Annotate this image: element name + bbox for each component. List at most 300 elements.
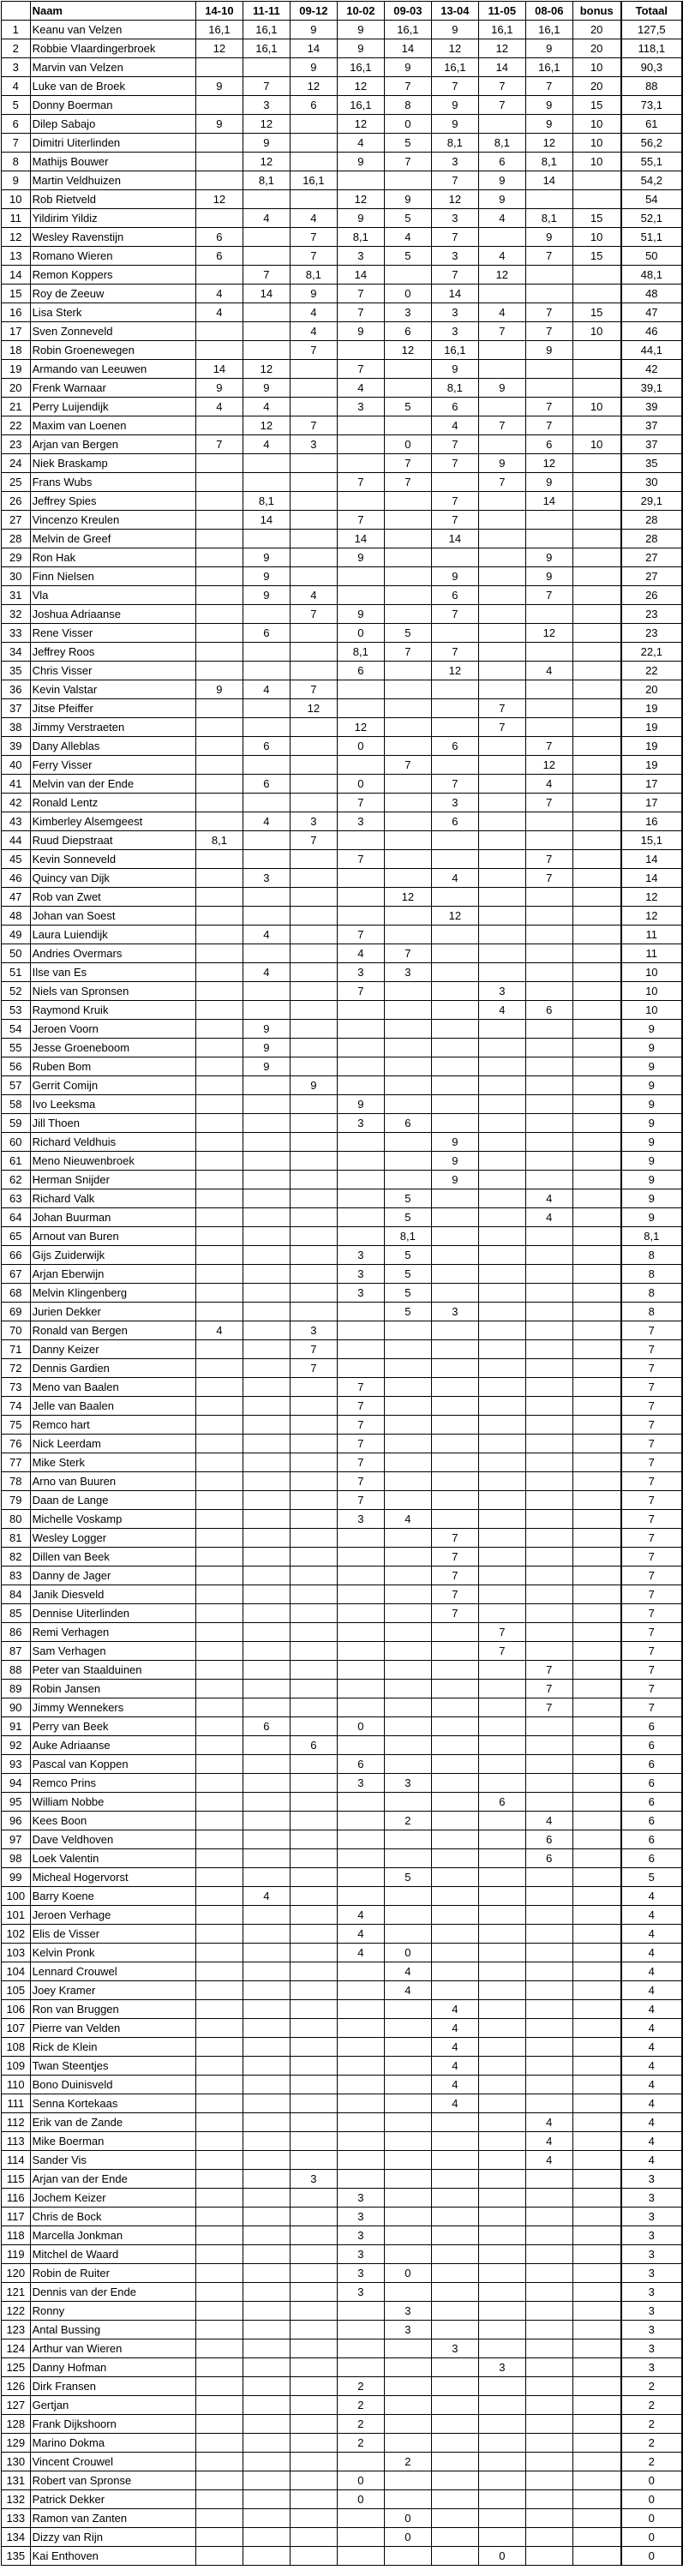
score-cell — [525, 2189, 572, 2208]
score-cell — [431, 2302, 478, 2321]
rank-cell: 118 — [2, 2226, 31, 2245]
score-cell: 7 — [431, 511, 478, 530]
score-cell — [478, 492, 525, 511]
table-row — [2, 1868, 683, 1887]
score-cell: 2 — [337, 2415, 384, 2434]
table-row — [2, 831, 683, 850]
table-row — [2, 1887, 683, 1906]
player-name-cell: Danny Hofman — [30, 2358, 195, 2377]
score-cell — [243, 1661, 290, 1680]
total-cell: 4 — [621, 2094, 682, 2113]
score-cell: 3 — [337, 963, 384, 982]
score-cell — [431, 1246, 478, 1265]
score-cell: 5 — [384, 1284, 431, 1303]
score-cell — [195, 2038, 243, 2057]
score-cell — [243, 1567, 290, 1585]
score-cell — [290, 1755, 337, 1774]
score-cell — [384, 1453, 431, 1472]
score-cell: 8,1 — [290, 266, 337, 285]
score-cell — [572, 1246, 620, 1265]
rank-cell: 22 — [2, 416, 31, 435]
score-cell — [195, 643, 243, 662]
score-cell: 7 — [525, 794, 572, 812]
score-cell — [243, 1491, 290, 1510]
score-cell — [478, 360, 525, 379]
score-cell: 3 — [384, 2321, 431, 2339]
score-cell — [243, 1925, 290, 1944]
table-row — [2, 58, 683, 77]
score-cell — [243, 699, 290, 718]
player-name-cell: Barry Koene — [30, 1887, 195, 1906]
total-cell: 37 — [621, 435, 682, 454]
score-cell — [337, 2453, 384, 2471]
score-cell — [478, 1227, 525, 1246]
score-cell — [290, 2396, 337, 2415]
score-cell — [431, 1962, 478, 1981]
score-cell — [195, 624, 243, 643]
score-cell — [431, 2396, 478, 2415]
player-name-cell: Elis de Visser — [30, 1925, 195, 1944]
score-cell — [195, 492, 243, 511]
score-cell: 12 — [525, 454, 572, 473]
total-cell: 4 — [621, 1981, 682, 2000]
score-cell — [572, 2170, 620, 2189]
header-col-10-02: 10-02 — [337, 2, 384, 21]
score-cell — [478, 398, 525, 416]
table-row — [2, 1962, 683, 1981]
score-cell — [337, 1057, 384, 1076]
rank-cell: 21 — [2, 398, 31, 416]
score-cell — [478, 794, 525, 812]
score-cell — [243, 2113, 290, 2132]
player-name-cell: Arjan van der Ende — [30, 2170, 195, 2189]
score-cell: 9 — [243, 586, 290, 605]
score-cell — [478, 1698, 525, 1717]
score-cell: 4 — [243, 1887, 290, 1906]
score-cell: 7 — [243, 266, 290, 285]
player-name-cell: Donny Boerman — [30, 96, 195, 115]
score-cell: 9 — [243, 567, 290, 586]
score-cell — [431, 1265, 478, 1284]
score-cell — [525, 1227, 572, 1246]
rank-cell: 68 — [2, 1284, 31, 1303]
score-cell — [525, 1378, 572, 1397]
score-cell — [431, 1340, 478, 1359]
score-cell — [290, 2000, 337, 2019]
table-row — [2, 115, 683, 134]
score-cell: 4 — [243, 209, 290, 228]
rank-cell: 108 — [2, 2038, 31, 2057]
player-name-cell: Patrick Dekker — [30, 2490, 195, 2509]
player-name-cell: Ronald Lentz — [30, 794, 195, 812]
score-cell — [195, 530, 243, 548]
score-cell: 5 — [384, 134, 431, 153]
score-cell — [478, 2471, 525, 2490]
score-cell — [525, 1416, 572, 1435]
score-cell — [290, 1039, 337, 1057]
score-cell: 3 — [290, 2170, 337, 2189]
score-cell — [478, 1906, 525, 1925]
table-row — [2, 1793, 683, 1812]
total-cell: 3 — [621, 2208, 682, 2226]
total-cell: 19 — [621, 737, 682, 756]
score-cell — [525, 926, 572, 944]
score-cell — [478, 1397, 525, 1416]
score-cell — [195, 1736, 243, 1755]
table-row — [2, 2132, 683, 2151]
player-name-cell: Sander Vis — [30, 2151, 195, 2170]
player-name-cell: Mike Boerman — [30, 2132, 195, 2151]
score-cell: 7 — [478, 1623, 525, 1642]
table-row — [2, 341, 683, 360]
score-cell — [337, 2547, 384, 2566]
total-cell: 7 — [621, 1642, 682, 1661]
score-cell — [525, 1868, 572, 1887]
score-cell — [525, 2076, 572, 2094]
score-cell — [337, 2132, 384, 2151]
score-cell — [572, 2415, 620, 2434]
score-cell: 4 — [525, 2113, 572, 2132]
total-cell: 5 — [621, 1868, 682, 1887]
score-cell: 9 — [290, 21, 337, 39]
score-cell — [337, 1698, 384, 1717]
score-cell — [290, 2076, 337, 2094]
score-cell — [431, 1057, 478, 1076]
player-name-cell: Richard Veldhuis — [30, 1133, 195, 1152]
score-cell: 4 — [525, 1812, 572, 1830]
table-row — [2, 1171, 683, 1189]
player-name-cell: Mike Sterk — [30, 1453, 195, 1472]
score-cell — [478, 1529, 525, 1548]
score-cell — [478, 285, 525, 303]
score-cell — [290, 1416, 337, 1435]
score-cell — [195, 1095, 243, 1114]
score-cell — [478, 2132, 525, 2151]
total-cell: 19 — [621, 718, 682, 737]
score-cell — [384, 1321, 431, 1340]
score-cell — [384, 1057, 431, 1076]
score-cell — [572, 1152, 620, 1171]
score-cell — [572, 1925, 620, 1944]
rank-cell: 29 — [2, 548, 31, 567]
rank-cell: 52 — [2, 982, 31, 1001]
rank-cell: 123 — [2, 2321, 31, 2339]
score-cell — [572, 718, 620, 737]
player-name-cell: Senna Kortekaas — [30, 2094, 195, 2113]
score-cell: 12 — [431, 907, 478, 926]
player-name-cell: Herman Snijder — [30, 1171, 195, 1189]
score-cell — [478, 2339, 525, 2358]
total-cell: 22,1 — [621, 643, 682, 662]
rank-cell: 58 — [2, 1095, 31, 1114]
score-cell — [525, 1793, 572, 1812]
score-cell — [478, 963, 525, 982]
score-cell — [572, 454, 620, 473]
score-cell — [525, 1642, 572, 1661]
score-cell — [572, 2434, 620, 2453]
score-cell — [337, 435, 384, 454]
score-cell — [478, 1076, 525, 1095]
score-cell — [337, 2302, 384, 2321]
score-cell — [290, 1472, 337, 1491]
score-cell — [525, 2000, 572, 2019]
score-cell — [525, 1529, 572, 1548]
score-cell — [431, 2226, 478, 2245]
player-name-cell: Dennis Gardien — [30, 1359, 195, 1378]
score-cell — [525, 266, 572, 285]
rank-cell: 28 — [2, 530, 31, 548]
score-cell — [243, 2019, 290, 2038]
rank-cell: 119 — [2, 2245, 31, 2264]
score-cell — [572, 1793, 620, 1812]
score-cell: 7 — [337, 794, 384, 812]
score-cell — [243, 2358, 290, 2377]
score-cell — [243, 982, 290, 1001]
score-cell — [572, 794, 620, 812]
score-cell — [337, 1604, 384, 1623]
score-cell: 3 — [431, 322, 478, 341]
score-cell: 6 — [431, 737, 478, 756]
score-cell: 9 — [478, 190, 525, 209]
score-cell: 12 — [384, 341, 431, 360]
score-cell — [478, 1359, 525, 1378]
score-cell — [243, 1981, 290, 2000]
score-cell — [478, 1736, 525, 1755]
player-name-cell: Niels van Spronsen — [30, 982, 195, 1001]
player-name-cell: Robbie Vlaardingerbroek — [30, 39, 195, 58]
total-cell: 0 — [621, 2490, 682, 2509]
total-cell: 4 — [621, 2057, 682, 2076]
score-cell — [431, 1020, 478, 1039]
score-cell: 5 — [384, 1868, 431, 1887]
player-name-cell: Frenk Warnaar — [30, 379, 195, 398]
score-cell: 3 — [384, 303, 431, 322]
score-cell — [525, 2471, 572, 2490]
score-cell: 12 — [195, 190, 243, 209]
score-cell — [337, 567, 384, 586]
player-name-cell: Ferry Visser — [30, 756, 195, 775]
score-cell — [525, 2434, 572, 2453]
score-cell — [478, 1755, 525, 1774]
score-cell: 10 — [572, 228, 620, 247]
total-cell: 52,1 — [621, 209, 682, 228]
total-cell: 7 — [621, 1698, 682, 1717]
score-cell: 9 — [525, 39, 572, 58]
table-row — [2, 662, 683, 680]
score-cell — [195, 1114, 243, 1133]
score-cell: 4 — [431, 2076, 478, 2094]
score-cell — [572, 680, 620, 699]
score-cell — [431, 1039, 478, 1057]
score-cell — [337, 492, 384, 511]
table-row — [2, 1001, 683, 1020]
rank-cell: 7 — [2, 134, 31, 153]
total-cell: 28 — [621, 511, 682, 530]
score-cell: 9 — [431, 96, 478, 115]
rank-cell: 20 — [2, 379, 31, 398]
score-cell — [431, 1321, 478, 1340]
player-name-cell: Lennard Crouwel — [30, 1962, 195, 1981]
score-cell — [572, 1868, 620, 1887]
rank-cell: 36 — [2, 680, 31, 699]
score-cell — [572, 1378, 620, 1397]
rank-cell: 37 — [2, 699, 31, 718]
score-cell — [337, 888, 384, 907]
score-cell: 0 — [384, 1944, 431, 1962]
score-cell: 6 — [384, 322, 431, 341]
score-cell — [243, 2189, 290, 2208]
player-name-cell: Arnout van Buren — [30, 1227, 195, 1246]
total-cell: 7 — [621, 1416, 682, 1435]
score-cell — [572, 1642, 620, 1661]
score-cell: 16,1 — [384, 21, 431, 39]
score-cell — [243, 2396, 290, 2415]
score-cell — [525, 1472, 572, 1491]
score-cell: 8,1 — [243, 171, 290, 190]
score-cell — [337, 1680, 384, 1698]
score-cell — [243, 831, 290, 850]
score-cell: 3 — [337, 1265, 384, 1284]
score-cell — [195, 2245, 243, 2264]
total-cell: 8 — [621, 1265, 682, 1284]
player-name-cell: Meno Nieuwenbroek — [30, 1152, 195, 1171]
score-cell — [384, 1642, 431, 1661]
score-cell — [572, 1755, 620, 1774]
score-cell — [525, 605, 572, 624]
score-cell — [384, 492, 431, 511]
score-cell — [384, 2339, 431, 2358]
score-cell — [572, 1189, 620, 1208]
score-cell — [478, 1114, 525, 1133]
score-cell — [572, 1661, 620, 1680]
score-cell — [243, 1189, 290, 1208]
rank-cell: 107 — [2, 2019, 31, 2038]
rank-cell: 47 — [2, 888, 31, 907]
score-cell — [195, 2302, 243, 2321]
player-name-cell: Roy de Zeeuw — [30, 285, 195, 303]
score-cell — [478, 2490, 525, 2509]
score-cell: 7 — [431, 1529, 478, 1548]
player-name-cell: Bono Duinisveld — [30, 2076, 195, 2094]
rank-cell: 70 — [2, 1321, 31, 1340]
score-cell — [478, 1925, 525, 1944]
score-cell: 7 — [525, 247, 572, 266]
total-cell: 10 — [621, 963, 682, 982]
score-cell: 7 — [431, 1585, 478, 1604]
score-cell: 8,1 — [431, 134, 478, 153]
score-cell — [195, 473, 243, 492]
rank-cell: 122 — [2, 2302, 31, 2321]
rank-cell: 64 — [2, 1208, 31, 1227]
table-row — [2, 1736, 683, 1755]
score-cell: 7 — [525, 77, 572, 96]
score-cell: 9 — [525, 341, 572, 360]
score-cell — [243, 850, 290, 869]
score-cell: 7 — [290, 1359, 337, 1378]
score-cell: 6 — [337, 1755, 384, 1774]
score-cell — [431, 1472, 478, 1491]
score-cell: 4 — [525, 2132, 572, 2151]
score-cell: 4 — [431, 869, 478, 888]
score-cell — [195, 1529, 243, 1548]
player-name-cell: Romano Wieren — [30, 247, 195, 266]
score-cell — [195, 605, 243, 624]
score-cell — [290, 1227, 337, 1246]
rank-cell: 56 — [2, 1057, 31, 1076]
score-cell — [572, 266, 620, 285]
score-cell — [337, 1076, 384, 1095]
score-cell — [431, 1435, 478, 1453]
total-cell: 3 — [621, 2245, 682, 2264]
score-cell — [384, 926, 431, 944]
header-col-13-04: 13-04 — [431, 2, 478, 21]
score-cell: 15 — [572, 303, 620, 322]
score-cell — [195, 1133, 243, 1152]
score-cell: 6 — [431, 398, 478, 416]
score-cell — [572, 171, 620, 190]
score-cell: 7 — [525, 737, 572, 756]
score-cell — [195, 1925, 243, 1944]
score-cell: 9 — [431, 567, 478, 586]
score-cell: 9 — [195, 379, 243, 398]
score-cell — [384, 1095, 431, 1114]
score-cell: 9 — [384, 58, 431, 77]
score-cell — [478, 1171, 525, 1189]
score-cell: 14 — [478, 58, 525, 77]
score-cell — [243, 473, 290, 492]
header-name: Naam — [30, 2, 195, 21]
score-cell — [572, 1321, 620, 1340]
score-cell — [431, 1906, 478, 1925]
score-cell: 4 — [384, 228, 431, 247]
score-cell: 12 — [478, 266, 525, 285]
rank-cell: 8 — [2, 153, 31, 171]
score-cell — [431, 1661, 478, 1680]
total-cell: 4 — [621, 2000, 682, 2019]
score-cell — [195, 1604, 243, 1623]
score-cell — [478, 1661, 525, 1680]
rank-cell: 42 — [2, 794, 31, 812]
score-cell — [478, 662, 525, 680]
score-cell — [243, 2226, 290, 2245]
score-cell — [337, 1585, 384, 1604]
score-cell — [478, 1265, 525, 1284]
score-cell: 7 — [384, 77, 431, 96]
score-cell — [478, 2113, 525, 2132]
score-cell — [478, 2377, 525, 2396]
table-row — [2, 2377, 683, 2396]
player-name-cell: Kevin Valstar — [30, 680, 195, 699]
score-cell: 3 — [337, 2208, 384, 2226]
score-cell: 7 — [337, 360, 384, 379]
score-cell — [572, 756, 620, 775]
score-cell — [572, 1548, 620, 1567]
score-cell — [243, 1227, 290, 1246]
score-cell: 9 — [384, 190, 431, 209]
score-cell — [478, 1189, 525, 1208]
rank-cell: 80 — [2, 1510, 31, 1529]
score-cell — [384, 1925, 431, 1944]
score-cell — [525, 1284, 572, 1303]
score-cell — [195, 1340, 243, 1359]
score-cell — [337, 1020, 384, 1039]
ranking-table — [1, 1, 683, 2566]
total-cell: 7 — [621, 1453, 682, 1472]
score-cell — [431, 1680, 478, 1698]
score-cell — [195, 2189, 243, 2208]
score-cell — [478, 812, 525, 831]
table-row — [2, 360, 683, 379]
